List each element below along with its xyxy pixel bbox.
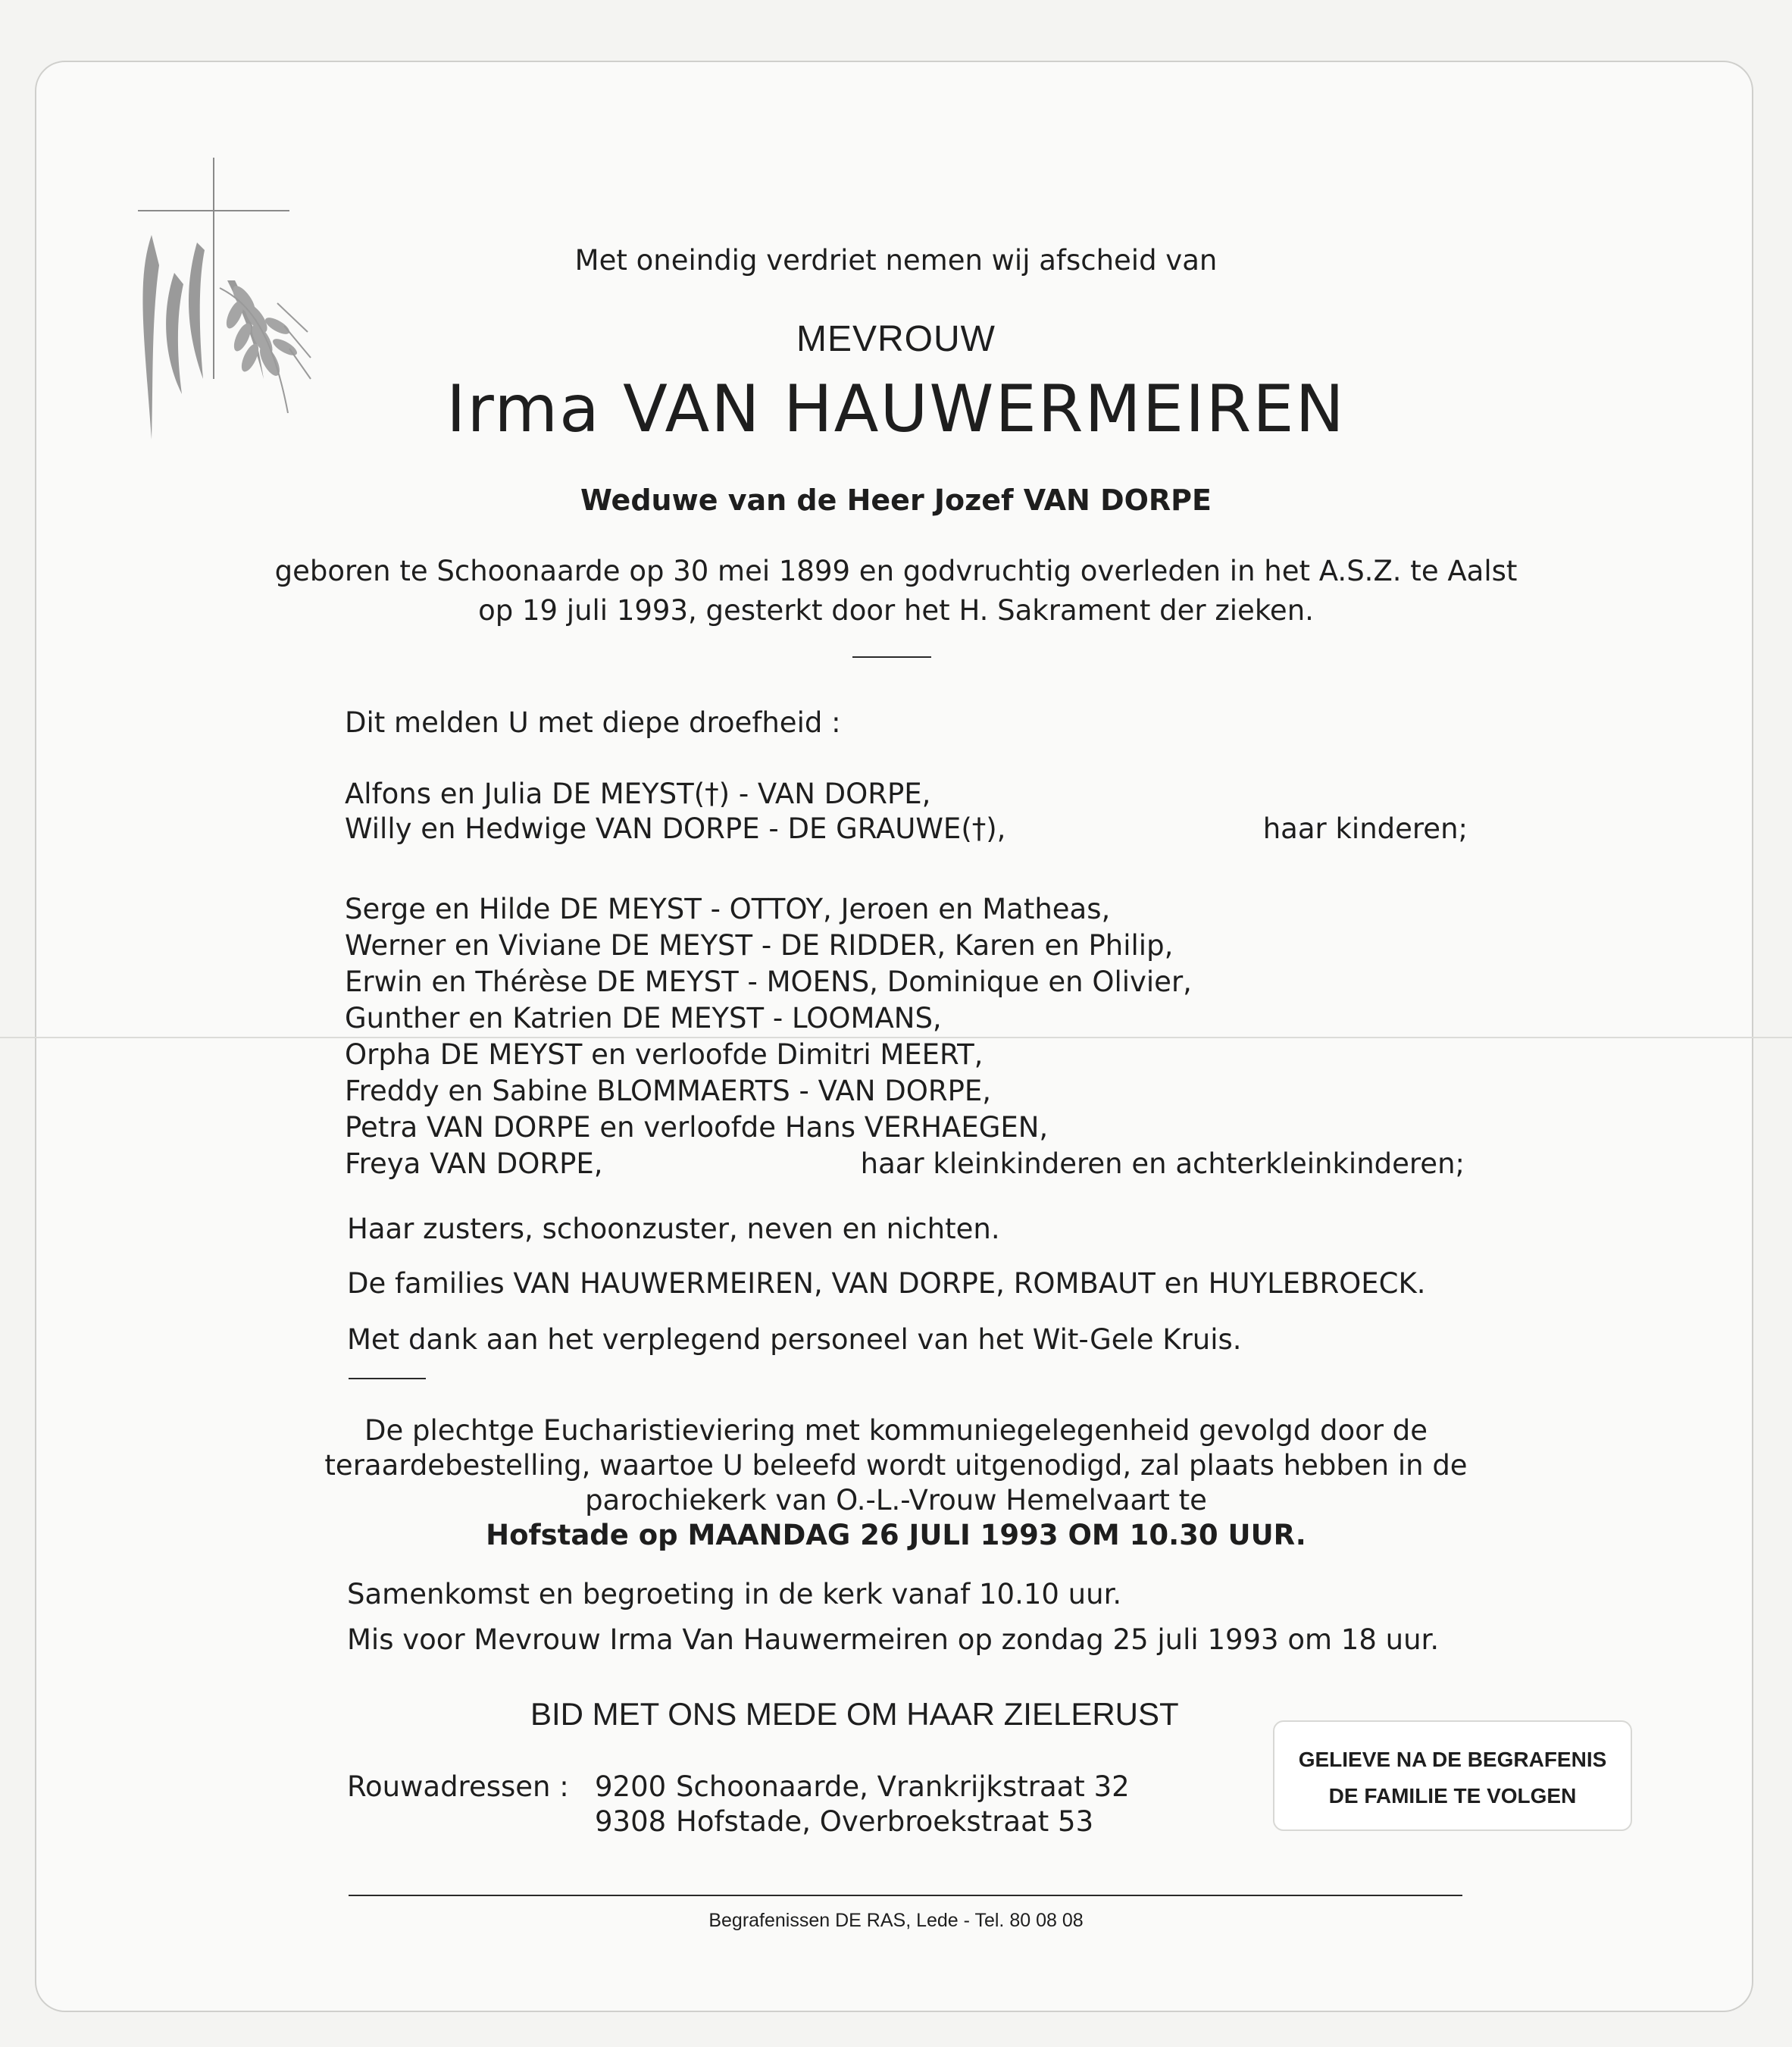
birth-line-2: op 19 juli 1993, gesterkt door het H. Sakrament der zieken. bbox=[478, 594, 1314, 627]
deceased-name: Irma VAN HAUWERMEIREN bbox=[446, 371, 1346, 447]
grandchild-line: Petra VAN DORPE en verloofde Hans VERHAEGEN, bbox=[345, 1111, 1049, 1144]
follow-notice-line: GELIEVE NA DE BEGRAFENIS bbox=[1298, 1748, 1607, 1771]
grandchild-line: Orpha DE MEYST en verloofde Dimitri MEERT, bbox=[345, 1038, 984, 1071]
intro-text: Met oneindig verdriet nemen wij afscheid van bbox=[574, 244, 1218, 277]
children-label: haar kinderen; bbox=[1262, 812, 1468, 845]
footer-rule bbox=[349, 1895, 1462, 1896]
gathering-line: Samenkomst en begroeting in de kerk vanaf 10.10 uur. bbox=[347, 1578, 1122, 1610]
prayer-line: BID MET ONS MEDE OM HAAR ZIELERUST bbox=[530, 1696, 1179, 1732]
divider bbox=[349, 1378, 426, 1379]
widow-of: Weduwe van de Heer Jozef VAN DORPE bbox=[580, 484, 1212, 517]
child-line: Alfons en Julia DE MEYST(†) - VAN DORPE, bbox=[345, 778, 931, 810]
addresses-label: Rouwadressen : bbox=[347, 1770, 569, 1803]
grandchild-line: Serge en Hilde DE MEYST - OTTOY, Jeroen en Matheas, bbox=[345, 893, 1111, 925]
families-line: De families VAN HAUWERMEIREN, VAN DORPE, ROMBAUT en HUYLEBROECK. bbox=[347, 1267, 1426, 1300]
sisters-line: Haar zusters, schoonzuster, neven en nichten. bbox=[347, 1213, 1000, 1245]
service-line: parochiekerk van O.-L.-Vrouw Hemelvaart te bbox=[585, 1484, 1207, 1516]
mass-line: Mis voor Mevrouw Irma Van Hauwermeiren op zondag 25 juli 1993 om 18 uur. bbox=[347, 1623, 1440, 1656]
announce-text: Dit melden U met diepe droefheid : bbox=[345, 706, 841, 739]
follow-notice-line: DE FAMILIE TE VOLGEN bbox=[1328, 1784, 1577, 1808]
birth-line-1: geboren te Schoonaarde op 30 mei 1899 en godvruchtig overleden in het A.S.Z. te Aalst bbox=[274, 555, 1518, 587]
service-line: De plechtge Eucharistieviering met kommuniegelegenheid gevolgd door de bbox=[364, 1414, 1428, 1447]
thanks-line: Met dank aan het verplegend personeel van het Wit-Gele Kruis. bbox=[347, 1323, 1242, 1356]
undertaker-footer: Begrafenissen DE RAS, Lede - Tel. 80 08 08 bbox=[708, 1910, 1084, 1931]
address-postal: 9308 bbox=[595, 1805, 667, 1838]
grandchild-line: Freya VAN DORPE, bbox=[345, 1147, 603, 1180]
divider bbox=[852, 656, 931, 658]
child-line: Willy en Hedwige VAN DORPE - DE GRAUWE(†), bbox=[345, 812, 1006, 845]
grandchild-line: Freddy en Sabine BLOMMAERTS - VAN DORPE, bbox=[345, 1075, 992, 1107]
grandchild-line: Erwin en Thérèse DE MEYST - MOENS, Dominique en Olivier, bbox=[345, 966, 1192, 998]
honorific: MEVROUW bbox=[796, 319, 996, 359]
address-line: Hofstade, Overbroekstraat 53 bbox=[676, 1805, 1094, 1838]
service-line: teraardebestelling, waartoe U beleefd wordt uitgenodigd, zal plaats hebben in de bbox=[324, 1449, 1468, 1482]
grandchildren-label: haar kleinkinderen en achterkleinkinderen; bbox=[860, 1147, 1465, 1180]
follow-notice-label bbox=[1273, 1720, 1632, 1831]
service-date: Hofstade op MAANDAG 26 JULI 1993 OM 10.30 UUR. bbox=[486, 1519, 1306, 1551]
grandchild-line: Werner en Viviane DE MEYST - DE RIDDER, Karen en Philip, bbox=[345, 929, 1174, 962]
address-postal: 9200 bbox=[595, 1770, 667, 1803]
address-line: Schoonaarde, Vrankrijkstraat 32 bbox=[676, 1770, 1130, 1803]
grandchild-line: Gunther en Katrien DE MEYST - LOOMANS, bbox=[345, 1002, 942, 1034]
